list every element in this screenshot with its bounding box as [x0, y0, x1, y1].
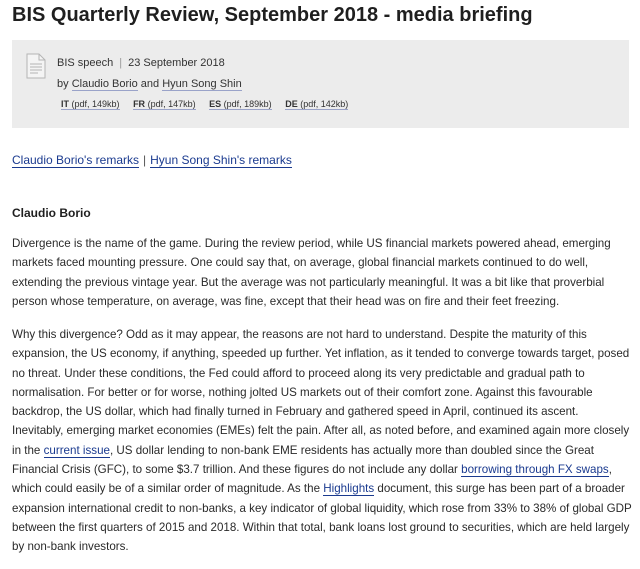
download-link-es[interactable]: ES (pdf, 189kb) [209, 99, 272, 109]
section-heading: Claudio Borio [12, 206, 91, 220]
translation-downloads [61, 99, 359, 109]
download-link-fr[interactable]: FR (pdf, 147kb) [133, 99, 196, 109]
meta-separator: | [119, 57, 123, 69]
highlights-link[interactable]: Highlights [323, 482, 375, 496]
paragraph-2: Why this divergence? Odd as it may appear, the reasons are not hard to understand. Despite the maturity of this expansion, the US economy, if anything, speeded up further. Yet inflation, as it tended to converge towards target, posed no threat. Under these conditions, the Fed could afford to proceed along its very predictable and gradual path to normalisation. For better or for worse, nothing jolted US markets out of their comfort zone. Against this favourable backdrop, the US dollar, which had finally turned in February and gathered speed in April, continued its ascent. Inevitably, emerging market economies (EMEs) felt the pain. After all, as noted before, and examined again more closely in the current issue, US dollar lending to non-bank EME residents has actually more than doubled since the Great Financial Crisis (GFC), to some $3.7 trillion. And these figures do not include any dollar borrowing through FX swaps, which could easily be of a similar order of magnitude. As the Highlights document, this surge has been part of a broader expansion international credit to non-banks, a key indicator of global liquidity, which rose from 33% to 38% of global GDP between the first quarters of 2015 and 2018. Within that total, bank loans lost ground to securities, which are held largely by non-bank investors. [12, 328, 632, 554]
borio-remarks-link[interactable]: Claudio Borio's remarks [12, 153, 140, 167]
current-issue-link[interactable]: current issue [43, 443, 110, 457]
speech-authors [57, 78, 242, 90]
fx-swaps-link[interactable]: borrowing through FX swaps [461, 463, 609, 477]
by-label: by [57, 78, 69, 90]
page-title: BIS Quarterly Review, September 2018 - media briefing [12, 4, 533, 26]
speech-type: BIS speech [57, 57, 114, 69]
download-link-it[interactable]: IT (pdf, 149kb) [61, 99, 120, 109]
speech-info-box [12, 40, 629, 128]
and-label: and [140, 78, 160, 90]
author-link-borio[interactable]: Claudio Borio [71, 78, 138, 90]
paragraph-1: Divergence is the name of the game. During the review period, while US financial markets powered ahead, emerging markets faced mounting pressure. One could say that, on average, global financial markets continued to do well, extending the previous vintage year. But the average was not particularly meaningful. It was a bit like that proverbial person whose temperature, on average, was fine, except that their head was on fire and their feet freezing. [12, 237, 611, 308]
document-icon [26, 53, 46, 79]
nav-separator: | [143, 153, 147, 167]
speech-date: 23 September 2018 [128, 57, 225, 69]
speech-meta [57, 57, 225, 69]
author-link-shin[interactable]: Hyun Song Shin [162, 78, 242, 90]
download-link-de[interactable]: DE (pdf, 142kb) [285, 99, 349, 109]
remarks-nav [12, 153, 292, 167]
shin-remarks-link[interactable]: Hyun Song Shin's remarks [150, 153, 292, 167]
